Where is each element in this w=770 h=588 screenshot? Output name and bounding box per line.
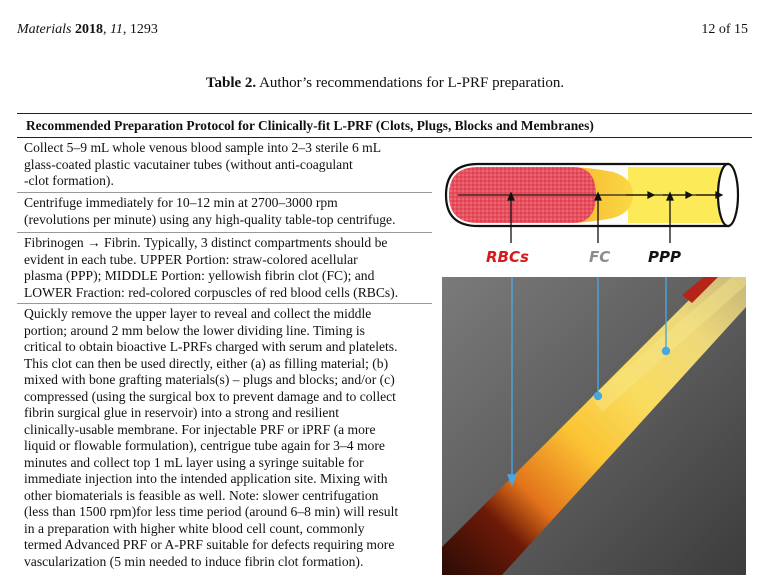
table-row-line: LOWER Fraction: red-colored corpuscles of red blood cells (RBCs). [24, 284, 399, 300]
row-divider [17, 303, 432, 304]
page-number: 12 of 15 [701, 22, 748, 37]
table-row-line: (less than 1500 rpm)for less time period (around 6–8 min) will result [24, 504, 399, 519]
journal-name: Materials [17, 22, 72, 37]
table-row-line: clinically-usable membrane. For injectable PRF or iPRF (a more [24, 421, 376, 437]
table-row [24, 140, 436, 190]
table-row-line: Centrifuge immediately for 10–12 min at 2700–3000 rpm [24, 195, 338, 210]
table-row [24, 306, 436, 570]
running-header: Materials 2018, 11, 1293 [17, 22, 158, 37]
label-ppp: PPP [648, 248, 681, 266]
table-row-line: termed Advanced PRF or A-PRF suitable for defects requiring more [24, 537, 395, 552]
table-row-line: Quickly remove the upper layer to reveal and collect the middle [24, 306, 372, 321]
table-row [24, 235, 436, 301]
table-row-line: Collect 5–9 mL whole venous blood sample into 2–3 sterile 6 mL [24, 140, 382, 155]
journal-volume: 11 [109, 22, 123, 37]
table-row-line: (revolutions per minute) using any high-quality table-top centrifuge. [24, 211, 396, 227]
table-row-line: in a preparation with higher white blood cell count, commonly [24, 520, 365, 536]
table-row-line: mixed with bone grafting materials(s) – plugs and blocks; and/or (c) [24, 372, 395, 387]
table-heading-rule [17, 137, 752, 138]
table-row-line: compressed (using the surgical box to prevent damage and to collect [24, 388, 396, 404]
table-row-line: -clot formation). [24, 173, 114, 188]
table-row-line: portion; around 2 mm below the lower dividing line. Timing is [24, 322, 365, 338]
table-row-line: plasma (PPP); MIDDLE Portion: yellowish fibrin clot (FC); and [24, 268, 375, 283]
article-number: 1293 [129, 22, 158, 37]
table-row-line: other biomaterials is feasible as well. Note: slower centrifugation [24, 487, 379, 503]
table-row-line: Fibrinogen → Fibrin. Typically, 3 distinct compartments should be [24, 235, 388, 250]
row-divider [17, 232, 432, 233]
label-rbcs: RBCs [486, 248, 529, 266]
table-row-line: fibrin surgical glue in reservoir) into a strong and resilient [24, 405, 339, 420]
table-caption [0, 75, 770, 92]
label-fc: FC [589, 248, 611, 266]
journal-year: 2018 [74, 22, 103, 37]
table-row-line: glass-coated plastic vacutainer tubes (without anti-coagulant [24, 156, 353, 172]
table-row-line: evident in each tube. UPPER Portion: straw-colored acellular [24, 251, 358, 267]
table-caption-label: Table 2. [205, 75, 257, 91]
table-top-rule [17, 113, 752, 114]
table-row-line: vascularization (5 min needed to induce fibrin clot formation). [24, 553, 364, 569]
table-row-line: This clot can then be used directly, either (a) as filling material; (b) [24, 355, 389, 371]
table-heading: Recommended Preparation Protocol for Clinically-fit L-PRF (Clots, Plugs, Blocks and Membranes) [26, 118, 594, 133]
table-caption-text: Author’s recommendations for L-PRF preparation. [259, 75, 565, 91]
table-row-line: immediate injection into the intended application site. Mixing with [24, 471, 388, 486]
table-row-line: critical to obtain bioactive L-PRFs charged with serum and platelets. [24, 339, 398, 354]
row-divider [17, 192, 432, 193]
table-row-line: liquid or flowable formulation), centrigue tube again for 3–4 more [24, 438, 385, 453]
tube-photograph [442, 277, 746, 575]
table-row [24, 195, 436, 228]
table-row-line: minutes and collect top 1 mL layer using a syringe suitable for [24, 454, 364, 470]
